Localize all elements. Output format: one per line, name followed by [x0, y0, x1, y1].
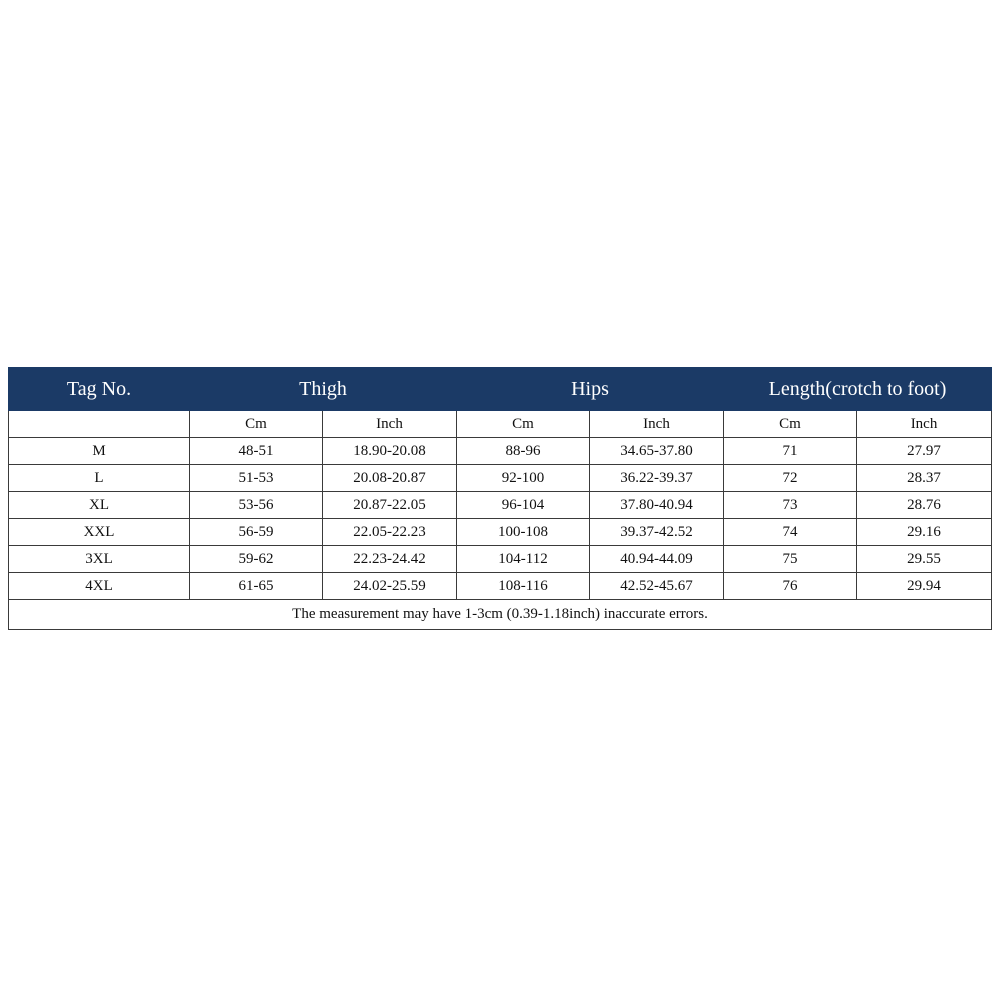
- hips-cm: 92-100: [457, 465, 590, 492]
- size-chart-table: [8, 367, 992, 630]
- hips-cm: 108-116: [457, 573, 590, 600]
- header-hips: Hips: [457, 368, 724, 411]
- length-cm: 72: [724, 465, 857, 492]
- length-inch: 29.16: [857, 519, 992, 546]
- length-inch: 28.37: [857, 465, 992, 492]
- hips-inch: 40.94-44.09: [590, 546, 724, 573]
- unit-subheader-row: [9, 411, 992, 438]
- thigh-cm: 48-51: [190, 438, 323, 465]
- length-cm: 71: [724, 438, 857, 465]
- thigh-cm: 53-56: [190, 492, 323, 519]
- subheader-hips-inch: Inch: [590, 411, 724, 438]
- length-cm: 75: [724, 546, 857, 573]
- length-inch: 27.97: [857, 438, 992, 465]
- hips-inch: 36.22-39.37: [590, 465, 724, 492]
- thigh-cm: 56-59: [190, 519, 323, 546]
- thigh-inch: 22.23-24.42: [323, 546, 457, 573]
- subheader-thigh-inch: Inch: [323, 411, 457, 438]
- table-row: [9, 492, 992, 519]
- table-row: [9, 573, 992, 600]
- hips-cm: 104-112: [457, 546, 590, 573]
- header-thigh: Thigh: [190, 368, 457, 411]
- table-row: [9, 546, 992, 573]
- length-inch: 29.55: [857, 546, 992, 573]
- thigh-inch: 24.02-25.59: [323, 573, 457, 600]
- size-tag: XXL: [9, 519, 190, 546]
- subheader-length-cm: Cm: [724, 411, 857, 438]
- thigh-cm: 59-62: [190, 546, 323, 573]
- thigh-cm: 61-65: [190, 573, 323, 600]
- table-row: [9, 438, 992, 465]
- size-tag: 4XL: [9, 573, 190, 600]
- thigh-inch: 22.05-22.23: [323, 519, 457, 546]
- table-row: [9, 465, 992, 492]
- length-inch: 28.76: [857, 492, 992, 519]
- length-cm: 73: [724, 492, 857, 519]
- length-cm: 76: [724, 573, 857, 600]
- hips-inch: 37.80-40.94: [590, 492, 724, 519]
- size-tag: XL: [9, 492, 190, 519]
- header-length: Length(crotch to foot): [724, 368, 992, 411]
- length-inch: 29.94: [857, 573, 992, 600]
- subheader-thigh-cm: Cm: [190, 411, 323, 438]
- hips-cm: 96-104: [457, 492, 590, 519]
- size-tag: M: [9, 438, 190, 465]
- thigh-inch: 18.90-20.08: [323, 438, 457, 465]
- measurement-note-row: [9, 600, 992, 630]
- subheader-hips-cm: Cm: [457, 411, 590, 438]
- hips-inch: 39.37-42.52: [590, 519, 724, 546]
- thigh-cm: 51-53: [190, 465, 323, 492]
- length-cm: 74: [724, 519, 857, 546]
- header-tag-no: Tag No.: [9, 368, 190, 411]
- subheader-length-inch: Inch: [857, 411, 992, 438]
- thigh-inch: 20.87-22.05: [323, 492, 457, 519]
- hips-inch: 42.52-45.67: [590, 573, 724, 600]
- size-tag: L: [9, 465, 190, 492]
- table-row: [9, 519, 992, 546]
- subheader-empty: [9, 411, 190, 438]
- measurement-note: The measurement may have 1-3cm (0.39-1.18inch) inaccurate errors.: [9, 600, 992, 630]
- thigh-inch: 20.08-20.87: [323, 465, 457, 492]
- size-tag: 3XL: [9, 546, 190, 573]
- hips-cm: 100-108: [457, 519, 590, 546]
- header-row: [9, 368, 992, 411]
- hips-cm: 88-96: [457, 438, 590, 465]
- hips-inch: 34.65-37.80: [590, 438, 724, 465]
